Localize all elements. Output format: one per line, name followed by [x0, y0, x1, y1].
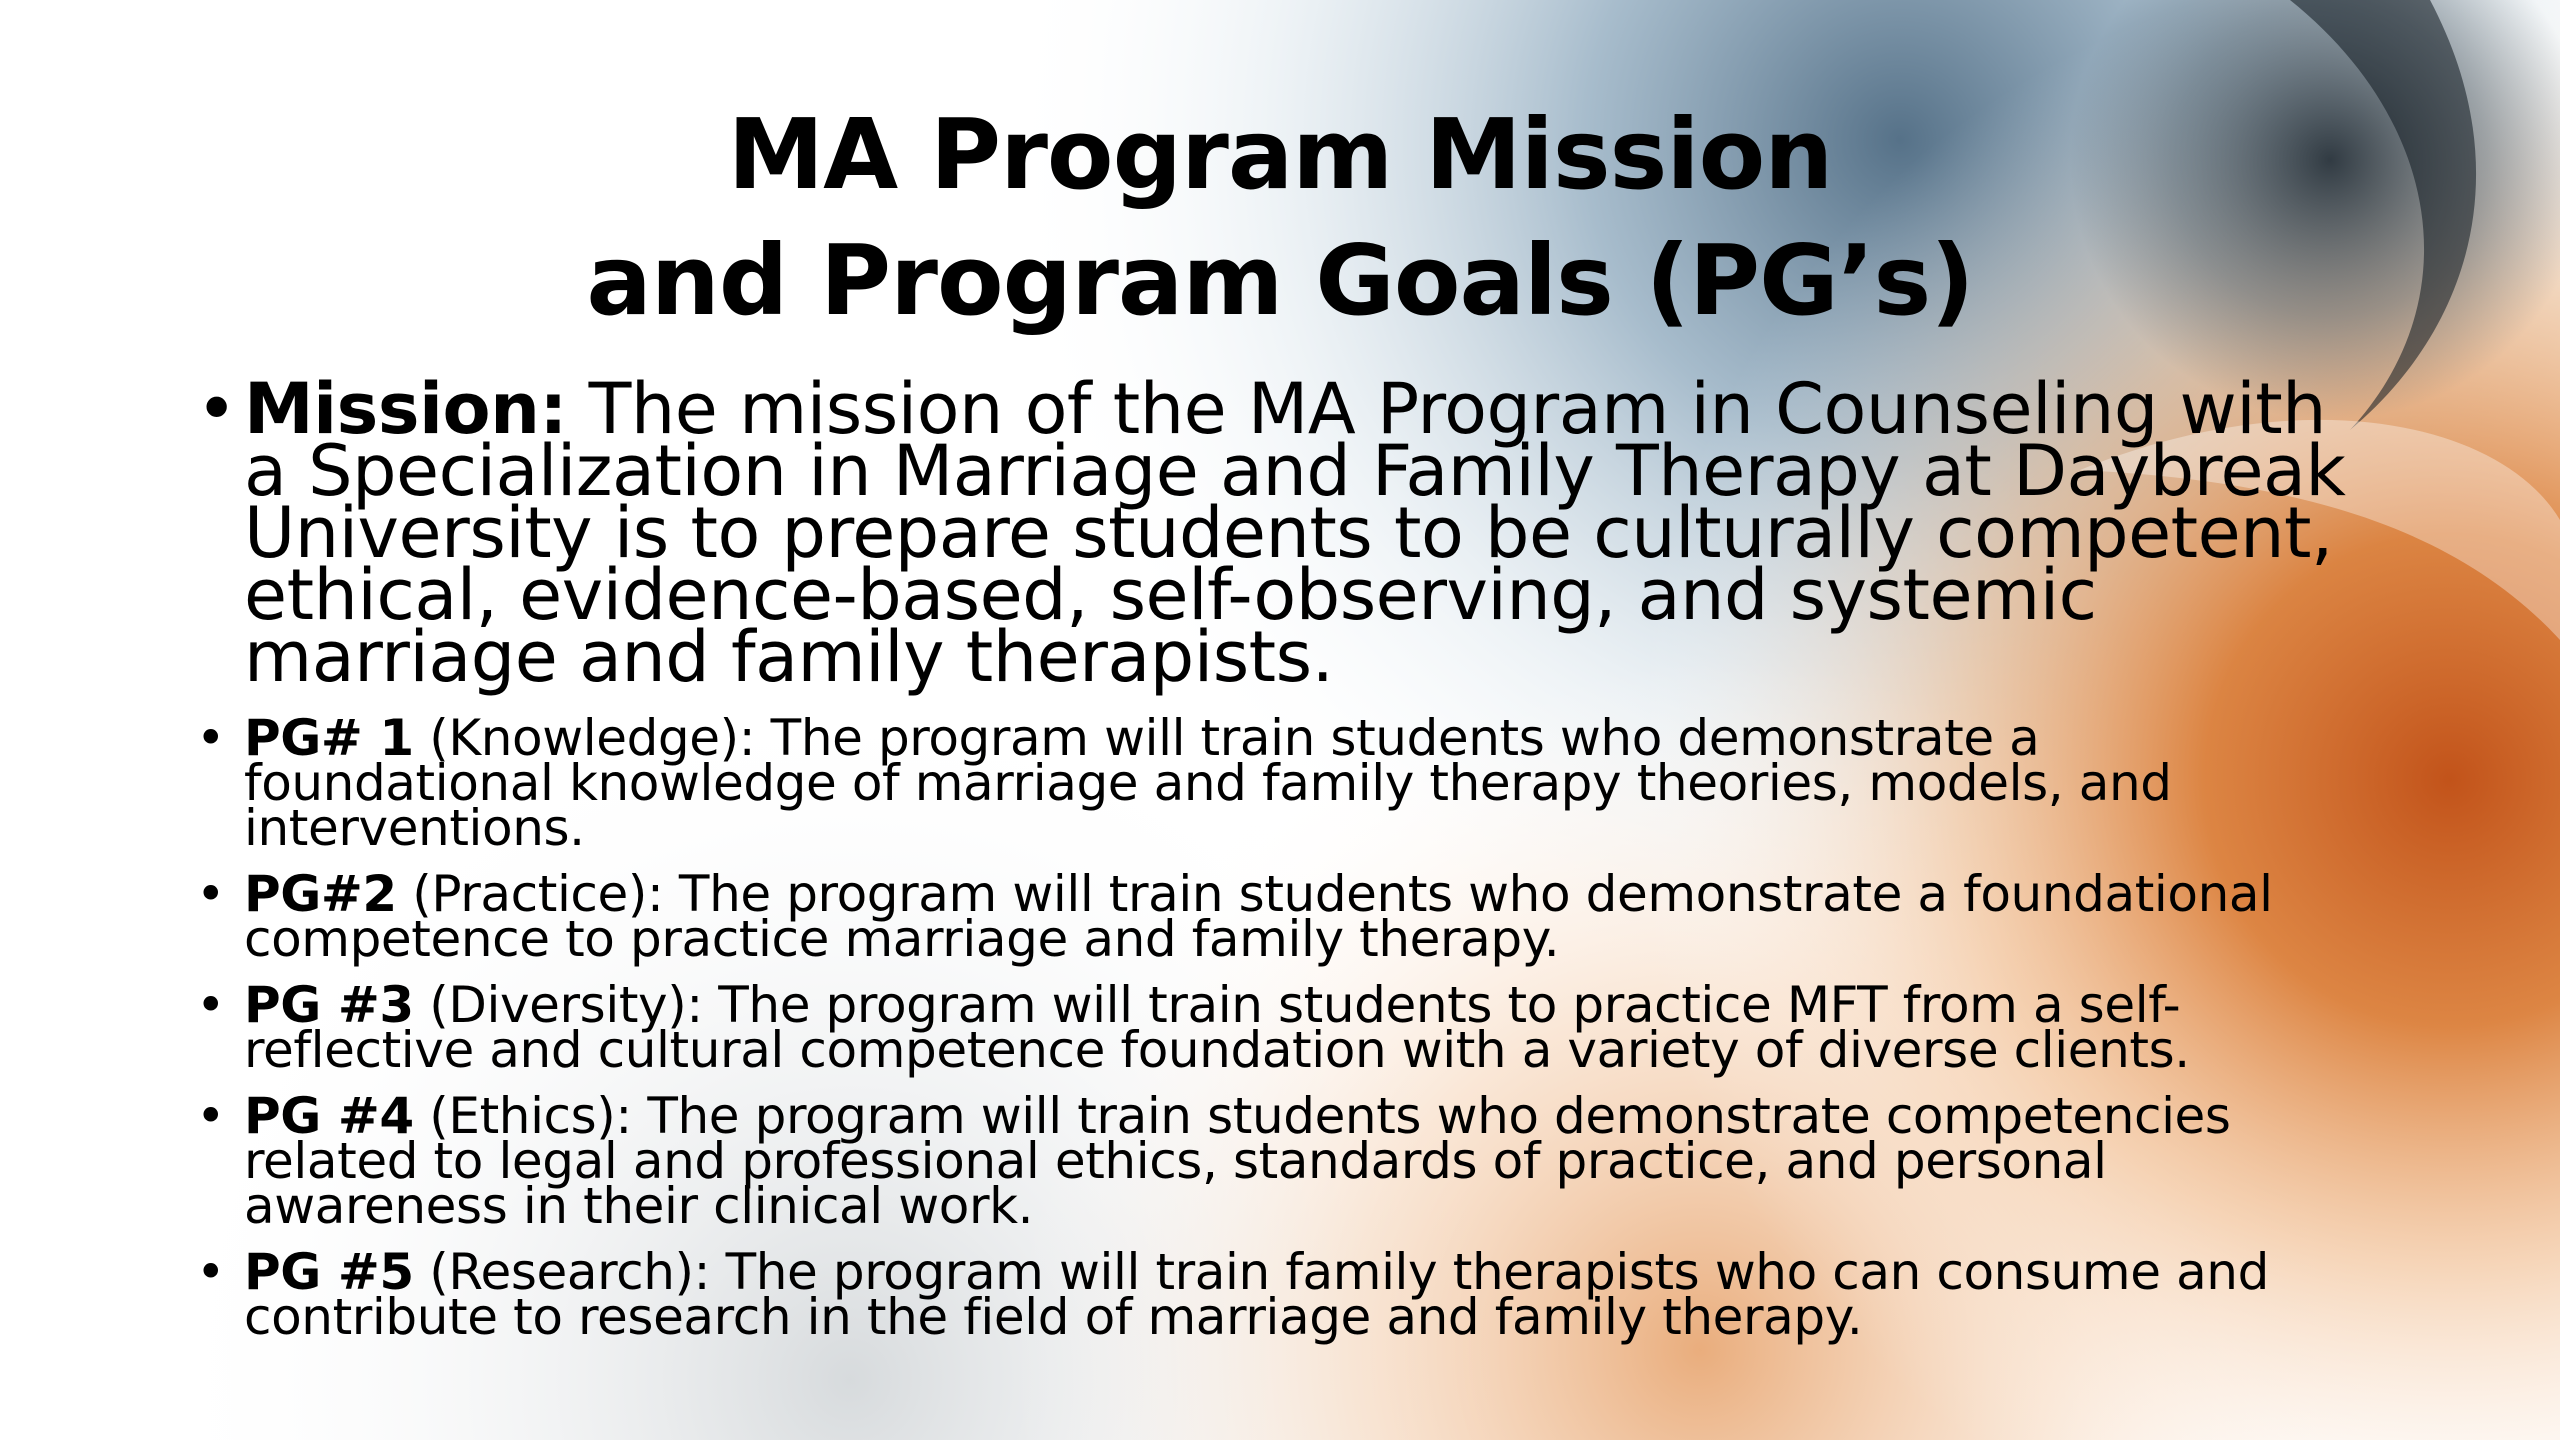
slide-title-line-2: and Program Goals (PG’s) — [586, 224, 1974, 337]
pg-3-text: (Diversity): The program will train students to practice MFT from a self-reflective and cultural competence foundation with a variety of diverse clients. — [244, 976, 2190, 1079]
pg-1-text: (Knowledge): The program will train students who demonstrate a foundational knowledge of marriage and family therapy theories, models, and interventions. — [244, 709, 2172, 857]
bullet-mission — [190, 368, 2360, 698]
pg-5-label: PG #5 — [244, 1243, 414, 1301]
slide-title-line-1: MA Program Mission — [727, 98, 1833, 211]
pg-1-label: PG# 1 — [244, 709, 414, 767]
pg-5-text: (Research): The program will train family therapists who can consume and contribute to research in the field of marriage and family therapy. — [244, 1243, 2269, 1346]
mission-label: Mission: — [244, 368, 567, 450]
bullet-dot: • — [196, 976, 226, 1034]
bullet-dot: • — [196, 1243, 226, 1301]
bullet-pg-2 — [190, 865, 2360, 968]
bullet-pg-3 — [190, 976, 2360, 1079]
slide-title — [480, 92, 2080, 344]
bullet-list — [190, 368, 2360, 1361]
pg-2-text: (Practice): The program will train students who demonstrate a foundational competence to practice marriage and family therapy. — [244, 865, 2273, 968]
pg-4-label: PG #4 — [244, 1087, 414, 1145]
mission-text: The mission of the MA Program in Counseling with a Specialization in Marriage and Family Therapy at Daybreak University is to prepare students to be culturally competent, ethical, evidence-based, self-observing, and systemic marriage and family therapists. — [244, 368, 2346, 698]
bullet-dot: • — [196, 709, 226, 767]
bullet-dot: • — [196, 865, 226, 923]
bullet-dot: • — [196, 368, 237, 450]
bullet-pg-4 — [190, 1087, 2360, 1235]
pg-2-label: PG#2 — [244, 865, 397, 923]
bullet-dot: • — [196, 1087, 226, 1145]
bullet-pg-1 — [190, 709, 2360, 857]
pg-3-label: PG #3 — [244, 976, 414, 1034]
pg-4-text: (Ethics): The program will train students who demonstrate competencies related to legal and professional ethics, standards of practice, and personal awareness in their clinical work. — [244, 1087, 2231, 1235]
bullet-pg-5 — [190, 1243, 2360, 1346]
